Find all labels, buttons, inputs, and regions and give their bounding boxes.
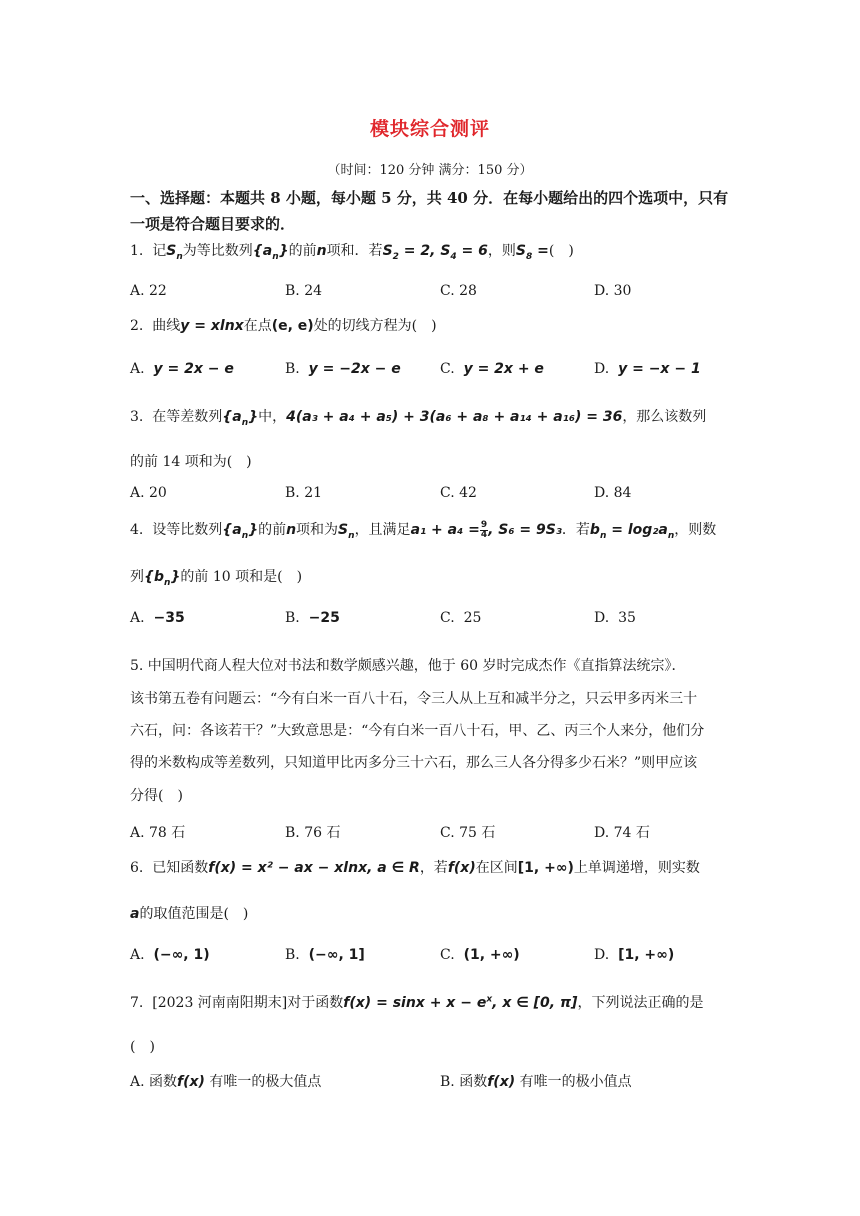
- option-a: A. (−∞, 1): [130, 947, 210, 963]
- text: ，若: [419, 860, 448, 876]
- option-d: D. 74 石: [594, 825, 650, 841]
- text: ，那么该数列: [622, 409, 707, 425]
- math: 4(a₃ + a₄ + a₅) + 3(a₆ + a₈ + a₁₄ + a₁₆) = 36: [286, 409, 623, 425]
- question-number: 7.: [130, 995, 144, 1011]
- option-b: B. −25: [285, 610, 340, 626]
- option-d: D. y = −x − 1: [594, 361, 701, 377]
- option-a: A. 函数f(x) 有唯一的极大值点: [130, 1074, 322, 1090]
- option-c: C. 75 石: [440, 825, 496, 841]
- text: ，则数: [674, 522, 717, 538]
- question-3-line-2: 的前 14 项和为( ): [130, 454, 252, 470]
- option-a: A. −35: [130, 610, 185, 626]
- text: 项和．若: [326, 243, 383, 259]
- text: ．若: [561, 522, 590, 538]
- question-5-line-1: 5. 中国明代商人程大位对书法和数学颇感兴趣，他于 60 岁时完成杰作《直指算法统宗》．: [130, 658, 686, 674]
- text: ( ): [548, 243, 574, 259]
- text: 设等比数列: [152, 522, 223, 538]
- math: $\{a_n\}$: [252, 243, 289, 262]
- text: 已知函数: [152, 860, 209, 876]
- option-d: D. [1, +∞): [594, 947, 675, 963]
- text: 在等差数列: [152, 409, 223, 425]
- question-6: [130, 857, 700, 877]
- math: $\{a_n\}$: [222, 409, 259, 428]
- math: n: [316, 243, 327, 259]
- math: f(x): [447, 860, 476, 876]
- math: $\{a_n\}$: [222, 522, 259, 541]
- option-a: A. y = 2x − e: [130, 361, 234, 377]
- option-d: D. 35: [594, 610, 636, 626]
- math: n: [286, 522, 297, 538]
- question-5-line-2: 该书第五卷有问题云：“今有白米一百八十石，令三人从上互和减半分之，只云甲多丙米三十: [130, 691, 698, 707]
- option-b: B. 函数f(x) 有唯一的极小值点: [440, 1074, 632, 1090]
- math: $S_2 = 2$, $S_4 = 6$: [382, 243, 488, 262]
- option-c: C. y = 2x + e: [440, 361, 544, 377]
- math: $S_n$: [338, 522, 355, 541]
- option-d: D. 30: [594, 283, 632, 299]
- page-title: 模块综合测评: [369, 118, 490, 140]
- math: a₁ + a₄ =: [410, 522, 480, 538]
- option-c: C. 42: [440, 485, 477, 501]
- math: $S_8$ =: [515, 243, 549, 262]
- option-c: C. (1, +∞): [440, 947, 520, 963]
- question-number: 3.: [130, 409, 144, 425]
- question-number: 4.: [130, 522, 144, 538]
- math: $S_n$: [166, 243, 183, 262]
- math: (e, e): [271, 318, 314, 334]
- math: [1, +∞): [517, 860, 574, 876]
- option-b: B. 21: [285, 485, 323, 501]
- math: y = xlnx: [180, 318, 244, 334]
- math: $f(x) = \sin x + x - e^x$, x ∈ [0, π]: [343, 994, 578, 1011]
- section-heading: 一、选择题：本题共 8 小题，每小题 5 分，共 40 分．在每小题给出的四个选项中，只有一项是符合题目要求的．: [130, 189, 729, 233]
- text: ，下列说法正确的是: [577, 995, 704, 1011]
- text: ，且满足: [354, 522, 411, 538]
- math: f(x) = x² − ax − xlnx, a ∈ R: [208, 860, 420, 876]
- text: 中，: [258, 409, 287, 425]
- text: 项和为: [296, 522, 339, 538]
- math: , S₆ = 9S₃: [488, 522, 562, 538]
- option-b: B. 24: [285, 283, 323, 299]
- question-7-line-2: ( ): [130, 1039, 155, 1055]
- exam-info: （时间：120 分钟 满分：150 分）: [327, 163, 533, 178]
- question-number: 2.: [130, 318, 144, 334]
- fraction: $\frac{9}{4}$: [480, 519, 488, 540]
- option-a: A. 78 石: [130, 825, 186, 841]
- math: $b_n = \log_2a_n$: [589, 522, 675, 541]
- question-number: 6.: [130, 860, 144, 876]
- option-d: D. 84: [594, 485, 632, 501]
- text: ，则: [487, 243, 516, 259]
- text: 上单调递增，则实数: [573, 860, 700, 876]
- question-5-line-3: 六石，问：各该若干？”大致意思是：“今有白米一百八十石，甲、乙、丙三个人来分，他们分: [130, 723, 705, 739]
- option-b: B. (−∞, 1]: [285, 947, 365, 963]
- question-4-line-2: 列$\{b_n\}$的前 10 项和是( ): [130, 569, 303, 588]
- option-a: A. 22: [130, 283, 167, 299]
- text: 的前: [258, 522, 287, 538]
- text: 记: [152, 243, 167, 259]
- question-3: [130, 406, 706, 428]
- text: [2023 河南南阳期末]对于函数: [152, 995, 344, 1011]
- option-c: C. 25: [440, 610, 482, 626]
- text: 曲线: [152, 318, 181, 334]
- text: 的前: [288, 243, 317, 259]
- question-5-line-4: 得的米数构成等差数列，只知道甲比丙多分三十六石，那么三人各分得多少石米？”则甲应该: [130, 755, 698, 771]
- question-2: [130, 315, 437, 335]
- text: 在区间: [475, 860, 518, 876]
- option-a: A. 20: [130, 485, 167, 501]
- math: $\{b_n\}$: [144, 569, 181, 588]
- option-b: B. y = −2x − e: [285, 361, 401, 377]
- question-5-line-5: 分得( ): [130, 788, 183, 804]
- text: 处的切线方程为( ): [313, 318, 437, 334]
- question-6-line-2: a的取值范围是( ): [130, 906, 249, 922]
- question-1: [130, 240, 574, 262]
- option-c: C. 28: [440, 283, 477, 299]
- text: 为等比数列: [182, 243, 253, 259]
- text: 在点: [243, 318, 272, 334]
- question-7: [130, 992, 703, 1012]
- question-4: [130, 519, 716, 541]
- option-b: B. 76 石: [285, 825, 341, 841]
- question-number: 1.: [130, 243, 144, 259]
